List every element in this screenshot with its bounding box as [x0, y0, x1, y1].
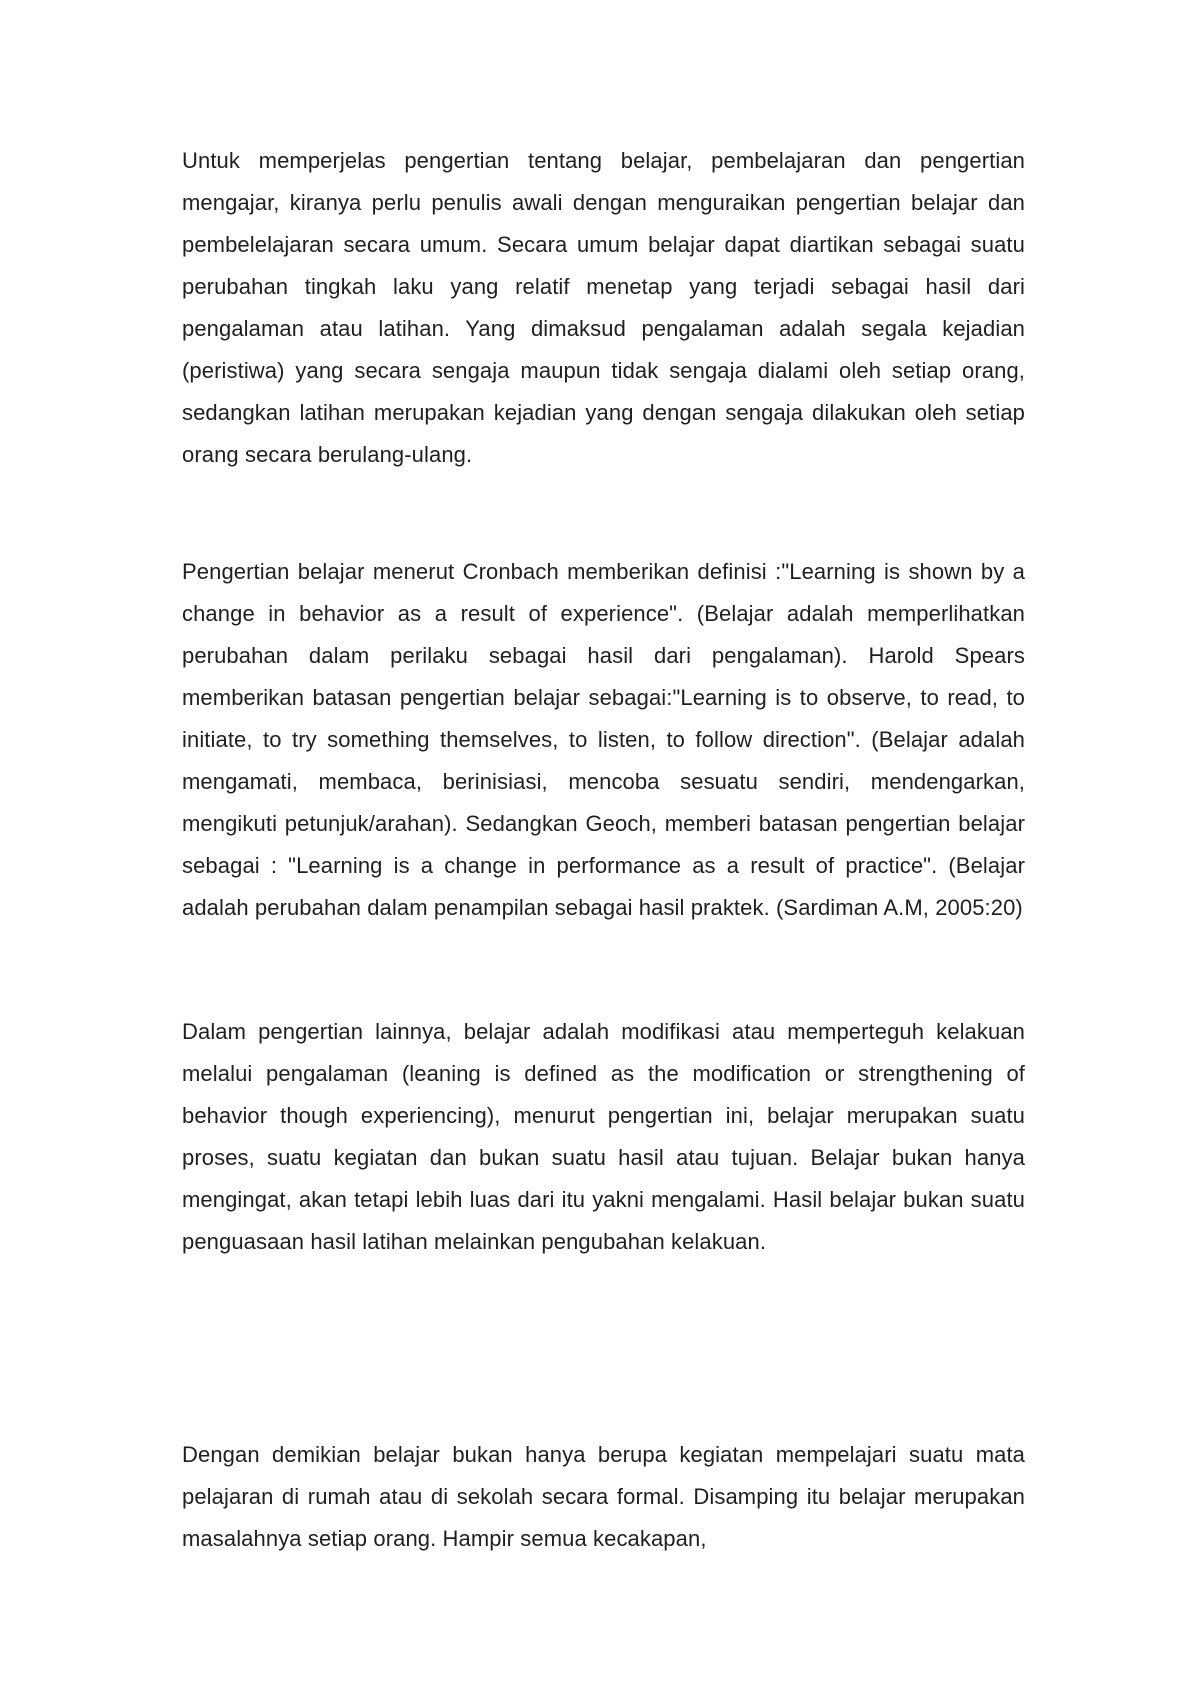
paragraph-1: Untuk memperjelas pengertian tentang belajar, pembelajaran dan pengertian mengajar, kiranya perlu penulis awali dengan menguraikan pengertian belajar dan pembelelajaran secara umum. Secara umum belajar dapat diartikan sebagai suatu perubahan tingkah laku yang relatif menetap yang terjadi sebagai hasil dari pengalaman atau latihan. Yang dimaksud pengalaman adalah segala kejadian (peristiwa) yang secara sengaja maupun tidak sengaja dialami oleh setiap orang, sedangkan latihan merupakan kejadian yang dengan sengaja dilakukan oleh setiap orang secara berulang-ulang. — [182, 148, 1025, 467]
paragraph-3: Dalam pengertian lainnya, belajar adalah modifikasi atau memperteguh kelakuan melalui pengalaman (leaning is defined as the modification or strengthening of behavior though experiencing), menurut pengertian ini, belajar merupakan suatu proses, suatu kegiatan dan bukan suatu hasil atau tujuan. Belajar bukan hanya mengingat, akan tetapi lebih luas dari itu yakni mengalami. Hasil belajar bukan suatu penguasaan hasil latihan melainkan pengubahan kelakuan. — [182, 1019, 1025, 1254]
paragraph-4: Dengan demikian belajar bukan hanya berupa kegiatan mempelajari suatu mata pelajaran di rumah atau di sekolah secara formal. Disamping itu belajar merupakan masalahnya setiap orang. Hampir semua kecakapan, — [182, 1442, 1025, 1551]
paragraph-2: Pengertian belajar menerut Cronbach memberikan definisi :"Learning is shown by a change in behavior as a result of experience". (Belajar adalah memperlihatkan perubahan dalam perilaku sebagai hasil dari pengalaman). Harold Spears memberikan batasan pengertian belajar sebagai:"Learning is to observe, to read, to initiate, to try something themselves, to listen, to follow direction". (Belajar adalah mengamati, membaca, berinisiasi, mencoba sesuatu sendiri, mendengarkan, mengikuti petunjuk/arahan). Sedangkan Geoch, memberi batasan pengertian belajar sebagai : "Learning is a change in performance as a result of practice". (Belajar adalah perubahan dalam penampilan sebagai hasil praktek. (Sardiman A.M, 2005:20) — [182, 559, 1025, 920]
